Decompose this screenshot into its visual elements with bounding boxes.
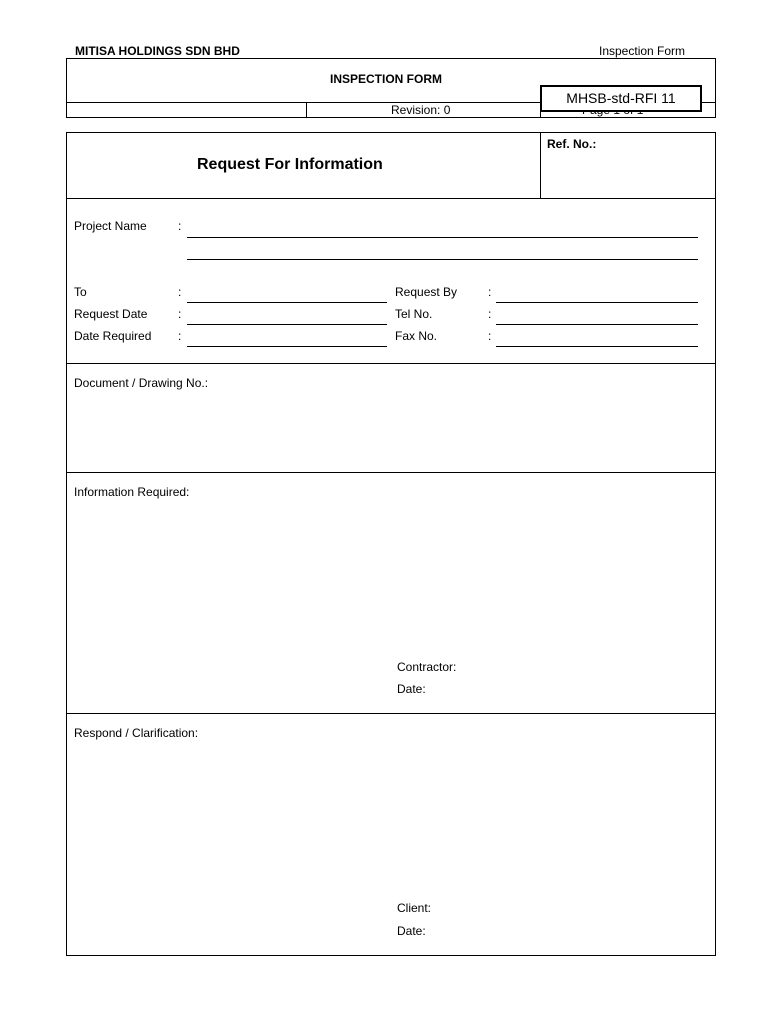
- revision-label: Revision: 0: [391, 103, 451, 117]
- document-type: Inspection Form: [599, 44, 686, 58]
- project-name-colon: :: [178, 219, 182, 233]
- fax-no-label: Fax No.: [395, 329, 438, 343]
- project-name-field[interactable]: [187, 237, 698, 238]
- document-section-divider: [66, 363, 716, 364]
- document-drawing-area[interactable]: [67, 394, 715, 470]
- request-by-label: Request By: [395, 285, 458, 299]
- tel-no-label: Tel No.: [395, 307, 433, 321]
- document-drawing-label: Document / Drawing No.:: [74, 376, 209, 390]
- contractor-label: Contractor:: [397, 660, 457, 674]
- project-name-field-line-2[interactable]: [187, 259, 698, 260]
- date-required-label: Date Required: [74, 329, 152, 343]
- date-required-colon: :: [178, 329, 182, 343]
- fax-no-colon: :: [488, 329, 492, 343]
- contractor-date-label: Date:: [397, 682, 426, 696]
- respond-clarification-label: Respond / Clarification:: [74, 726, 199, 740]
- respond-section-divider: [66, 713, 716, 714]
- request-by-field[interactable]: [496, 302, 698, 303]
- request-by-colon: :: [488, 285, 492, 299]
- request-date-colon: :: [178, 307, 182, 321]
- client-label: Client:: [397, 901, 432, 915]
- form-title: Request For Information: [197, 156, 383, 173]
- to-colon: :: [178, 285, 182, 299]
- information-required-label: Information Required:: [74, 485, 190, 499]
- project-name-label: Project Name: [74, 219, 147, 233]
- request-date-field[interactable]: [187, 324, 387, 325]
- title-block-col-1: [306, 102, 307, 118]
- information-section-divider: [66, 472, 716, 473]
- to-label: To: [74, 285, 87, 299]
- ref-divider: [540, 132, 541, 198]
- tel-no-colon: :: [488, 307, 492, 321]
- form-code: MHSB-std-RFI 11: [566, 90, 676, 106]
- form-header-divider: [66, 198, 716, 199]
- ref-no-label: Ref. No.:: [547, 137, 597, 151]
- fax-no-field[interactable]: [496, 346, 698, 347]
- date-required-field[interactable]: [187, 346, 387, 347]
- to-field[interactable]: [187, 302, 387, 303]
- tel-no-field[interactable]: [496, 324, 698, 325]
- respond-clarification-area[interactable]: [67, 744, 715, 894]
- request-date-label: Request Date: [74, 307, 148, 321]
- information-required-area[interactable]: [67, 503, 715, 653]
- company-name: MITISA HOLDINGS SDN BHD: [75, 44, 240, 58]
- inspection-form-title: INSPECTION FORM: [330, 72, 443, 86]
- client-date-label: Date:: [397, 924, 426, 938]
